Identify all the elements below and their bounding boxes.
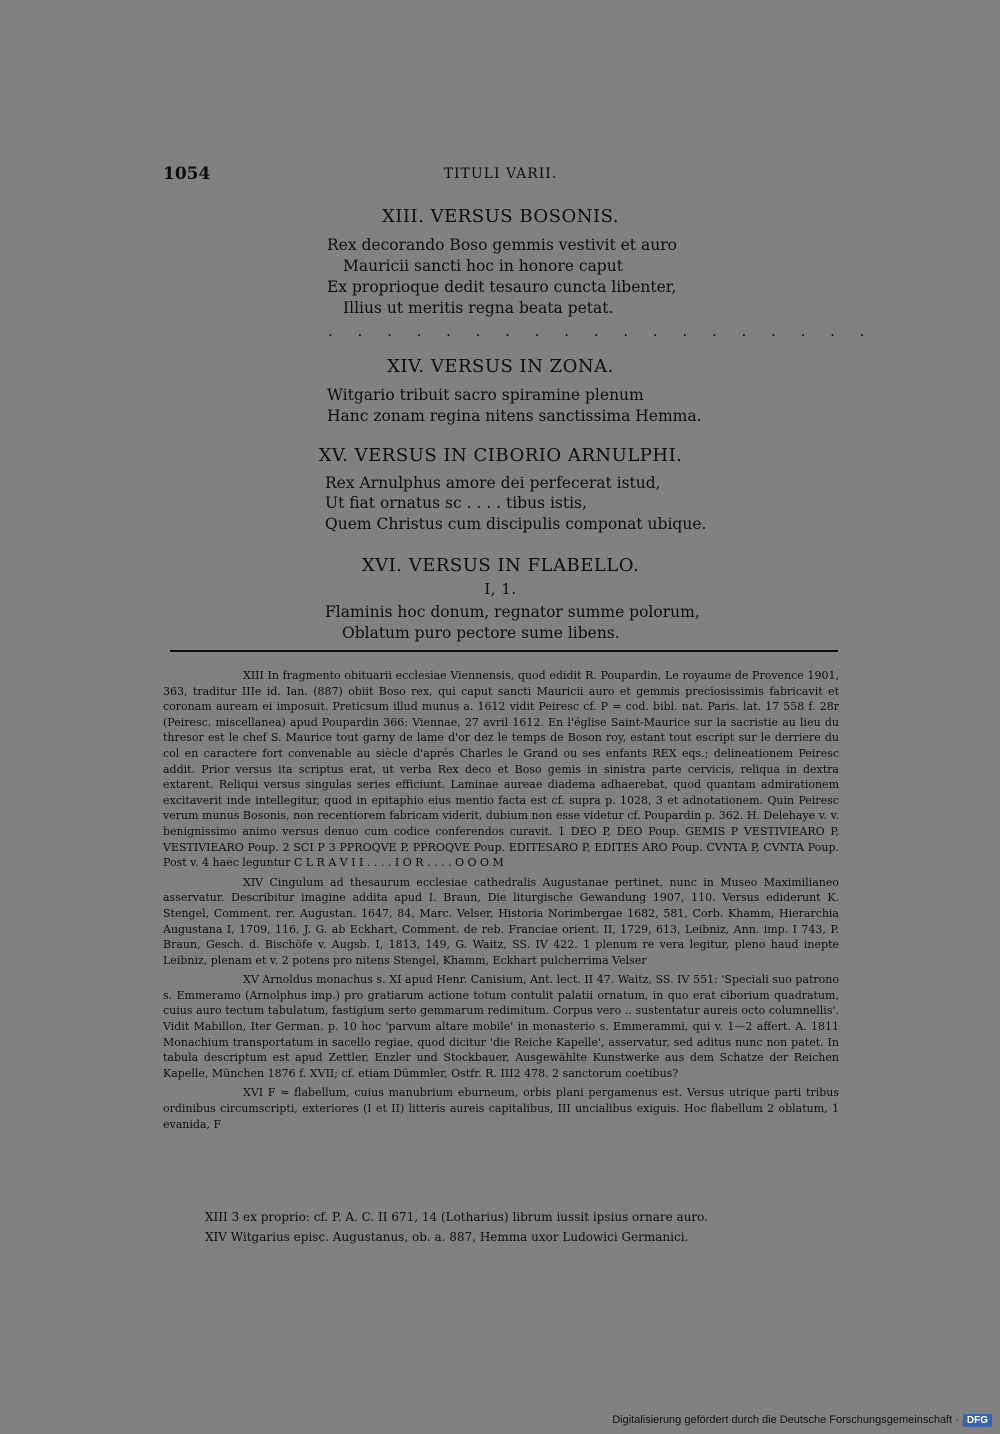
dfg-credit [612, 1412, 992, 1428]
running-title: TITULI VARII. [443, 166, 558, 182]
section-title-xiv: XIV. VERSUS IN ZONA. [387, 356, 614, 377]
note-xv: XV Arnoldus monachus s. XI apud Henr. Canisium, Ant. lect. II 47. Waitz, SS. IV 551: 'Speciali suo patrono s. Emmeramo (Arnolphus imp.) pro gratiarum actione totum contulit palatii ornatum, in quo erat ciborium quadratum, cuius auro tectum tabulatum, fastigium serto gemmarum redimitum. Corpus vero .. sustentatur aureis octo columnellis'. Vidit Mabillon, Iter German. p. 10 hoc 'parvum altare mobile' in monasterio s. Emmerammi, qui v. 1—2 affert. A. 1811 Monachium transportatum in sacello regiae, quod dicitur 'die Reiche Kapelle', asservatur, sed aditus nunc non patet. In tabula descriptum est apud Zettler, Enzler und Stockbauer, Ausgewählte Kunstwerke aus dem Schatze der Reichen Kapelle, München 1876 f. XVII; cf. etiam Dümmler, Ostfr. R. III2 478. 2 sanctorum coetibus? [163, 973, 839, 1080]
ellipsis-row: . . . . . . . . . . . . . . . . . . . [328, 322, 875, 340]
section-title-xiii: XIII. VERSUS BOSONIS. [381, 206, 619, 227]
section-subtitle-xvi: I, 1. [484, 580, 517, 598]
footnote-xiii: XIII 3 ex proprio: cf. P. A. C. II 671, 14 (Lotharius) librum iussit ipsius ornare auro. [205, 1210, 708, 1224]
note-xiv: XIV Cingulum ad thesaurum ecclesiae cathedralis Augustanae pertinet, nunc in Museo Maximilianeo asservatur. Describitur imagine addita apud I. Braun, Die liturgische Gewandung 1907, 110. Versus ediderunt K. Stengel, Comment. rer. Augustan. 1647, 84, Marc. Velser, Historia Norimbergae 1682, 581, Corb. Khamm, Hierarchia Augustana I, 1709, 116, J. G. ab Eckhart, Comment. de reb. Franciae orient. II, 1729, 613, Leibniz, Ann. imp. I 743, P. Braun, Gesch. d. Bischöfe v. Augsb. I, 1813, 149, G. Waitz, SS. IV 422. 1 plenum re vera legitur, pleno haud inepte Leibniz, plenam et v. 2 potens pro nitens Stengel, Khamm, Eckhart pulcherrima Velser [163, 875, 839, 967]
verse-line: Flaminis hoc donum, regnator summe polorum, [325, 603, 700, 621]
verse-line: Hanc zonam regina nitens sanctissima Hemma. [327, 407, 702, 425]
page-number: 1054 [163, 164, 211, 184]
verse-line: Mauricii sancti hoc in honore caput [343, 257, 623, 275]
dfg-logo-icon: DFG [963, 1414, 992, 1427]
verse-line: Ex proprioque dedit tesauro cuncta libenter, [327, 278, 677, 296]
note-xiii: XIII In fragmento obituarii ecclesiae Viennensis, quod edidit R. Poupardin, Le royaume de Provence 1901, 363, traditur IIIe id. Ian. (887) obiit Boso rex, qui caput sancti Mauricii auro et gemmis preciosissimis fabricavit et coronam auream ei imposuit. Preticsum illud munus a. 1612 vidit Peiresc cf. P = cod. bibl. nat. Paris. lat. 17 558 f. 28r (Peiresc. miscellanea) apud Poupardin 366: Viennae, 27 avril 1612. En l'église Saint-Maurice sur la sacristie au lieu du thresor est le chef S. Maurice tout garny de lame d'or dez le temps de Boson roy, estant tout escript sur le derriere du col en caractere fort convenable au siècle d'aprés Charles le Grand ou ses enfants REX eqs.; delineationem Peiresc addit. Prior versus ita scriptus erat, ut verba Rex deco et Boso gemis in sinistra parte cervicis, reliqua in dextra extarent. Reliqui versus singulas series efficiunt. Laminae aureae diadema adhaerebat, quod quantam admirationem excitaverit inde intellegitur, quod in epitaphio eius mentio facta est cf. supra p. 1028, 3 et adnotationem. Quin Peiresc verum munus Bosonis, non recentiorem fabricam viderit, dubium non esse videtur cf. Poupardin p. 362. H. Delehaye v. v. benignissimo animo versus denuo cum codice conferendos curavit. 1 DEO P, DEO Poup. GEMIS P VESTIVIEARO P, VESTIVIEARO Poup. 2 SCI P 3 PPROQVE P, PPROQVE Poup. EDITESARO P, EDITES ARO Poup. CVNTA P, CVNTA Poup. Post v. 4 haec leguntur C L R A V I I . . . . I O R . . . . O O O M [163, 669, 839, 870]
page-header [163, 164, 838, 188]
verse-line: Illius ut meritis regna beata petat. [343, 299, 614, 317]
footnote-xiv: XIV Witgarius episc. Augustanus, ob. a. 887, Hemma uxor Ludowici Germanici. [205, 1230, 689, 1244]
verse-line: Quem Christus cum discipulis componat ubique. [325, 515, 707, 533]
verse-line: Witgario tribuit sacro spiramine plenum [327, 386, 644, 404]
separator-rule [170, 650, 838, 652]
verse-line: Rex decorando Boso gemmis vestivit et auro [327, 236, 677, 254]
section-title-xv: XV. VERSUS IN CIBORIO ARNULPHI. [318, 445, 683, 466]
note-xvi: XVI F = flabellum, cuius manubrium eburneum, orbis plani pergamenus est. Versus utrique parti tribus ordinibus circumscripti, exteriores (I et II) litteris aureis capitalibus, III uncialibus exiguis. Hoc flabellum 2 oblatum, 1 evanida, F [163, 1086, 839, 1131]
dfg-credit-text: Digitalisierung gefördert durch die Deutsche Forschungsgemeinschaft · [612, 1414, 959, 1426]
verse-line: Oblatum puro pectore sume libens. [342, 624, 620, 642]
section-title-xvi: XVI. VERSUS IN FLABELLO. [361, 555, 640, 576]
verse-line: Ut fiat ornatus sc . . . . tibus istis, [325, 494, 587, 512]
verse-line: Rex Arnulphus amore dei perfecerat istud, [325, 474, 661, 492]
apparatus-notes [163, 668, 839, 1132]
